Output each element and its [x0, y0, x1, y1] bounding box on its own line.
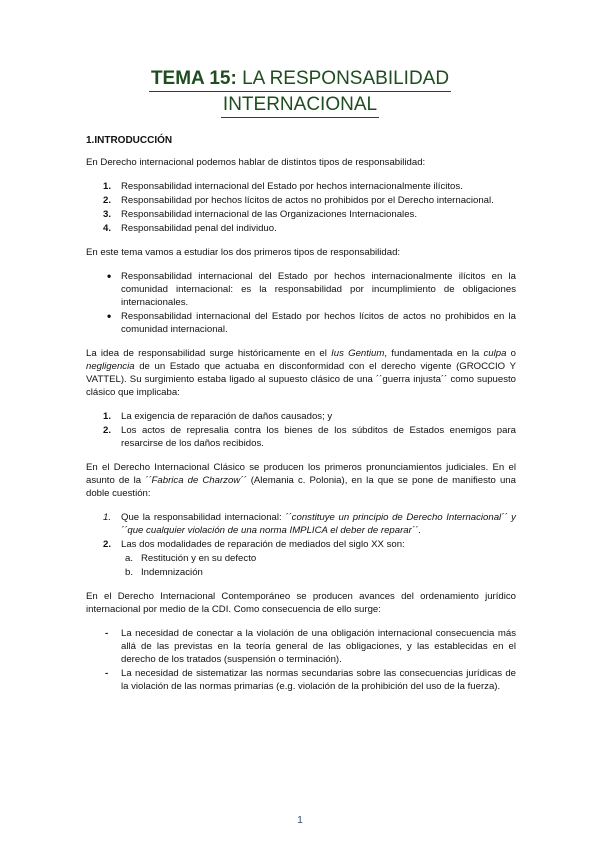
text-run: Las dos modalidades de reparación de mediados del siglo XX son:: [121, 539, 405, 550]
text-run: Que la responsabilidad internacional:: [121, 512, 286, 523]
list-marker: 3.: [103, 209, 112, 220]
responsibility-types-list: [86, 180, 516, 235]
bullet-list: [86, 270, 516, 336]
list-item-text: Responsabilidad por hechos lícitos de actos no prohibidos por el Derecho internacional.: [121, 195, 494, 206]
list-item: [86, 208, 516, 221]
page-title: [0, 66, 600, 118]
double-question-list: [86, 511, 516, 579]
title-rest: LA RESPONSABILIDAD: [242, 68, 450, 89]
list-item-text: Responsabilidad internacional del Estado por hechos lícitos de actos no prohibidos en la comunidad internacional.: [121, 311, 516, 335]
list-item-text: Responsabilidad internacional de las Organizaciones Internacionales.: [121, 209, 417, 220]
text-run: de un Estado que actuaba en disconformidad con el derecho vigente (GROCCIO Y VATTEL). Su surgimiento estaba ligado al supuesto clásico de una ´´guerra injusta´´ como supuesto clásico que implicaba:: [86, 361, 516, 398]
sub-list-item: [121, 566, 516, 579]
list-marker: 1.: [103, 181, 112, 192]
bullet-marker: •: [107, 269, 112, 283]
text-run: o: [506, 348, 516, 359]
list-item-text: Responsabilidad penal del individuo.: [121, 223, 277, 234]
list-item: [86, 222, 516, 235]
italic-run: ´´constituye un principio de Derecho Internacional´´ y ´´que cualquier violación de una norma IMPLICA el deber de reparar´´: [121, 512, 516, 536]
list-item: [86, 627, 516, 666]
list-marker: 2.: [103, 425, 112, 436]
list-item: [86, 310, 516, 336]
list-item: [86, 424, 516, 450]
dash-marker: -: [105, 668, 109, 679]
list-marker: 1.: [103, 411, 112, 422]
list-marker: 4.: [103, 223, 112, 234]
italic-run: culpa: [483, 348, 507, 359]
dash-marker: -: [105, 628, 109, 639]
list-item-text: La necesidad de sistematizar las normas secundarias sobre las consecuencias jurídicas de la violación de las normas primarias (e.g. violación de la prohibición del uso de la fuerza).: [121, 668, 516, 692]
italic-run: negligencia: [86, 361, 135, 372]
sub-list-marker: a.: [125, 553, 134, 564]
title-line-1: [149, 66, 451, 92]
sub-list-text: Indemnización: [141, 567, 203, 578]
list-item-text: La necesidad de conectar a la violación de una obligación internacional consecuencia más allá de las previstas en la teoría general de las obligaciones, y las establecidas en el derecho de los tratados (suspensión o terminación).: [121, 628, 516, 665]
list-item: [86, 538, 516, 579]
list-item: [86, 180, 516, 193]
sub-list-item: [121, 552, 516, 565]
sub-list-marker: b.: [125, 567, 134, 578]
section-heading: 1.INTRODUCCIÓN: [86, 135, 173, 146]
list-item-text: Los actos de represalia contra los bienes de los súbditos de Estados enemigos para resarcirse de los daños recibidos.: [121, 425, 516, 449]
list-marker: 2.: [103, 539, 112, 550]
italic-run: ´´Fabrica de Charzow´´: [145, 475, 247, 486]
text-run: (Alemania c. Polonia), en la que se pone de manifiesto una doble cuestión:: [86, 475, 516, 499]
intro2-paragraph: En este tema vamos a estudiar los dos primeros tipos de responsabilidad:: [86, 247, 401, 258]
list-item-text: Responsabilidad internacional del Estado por hechos internacionalmente ilícitos en la comunidad internacional: es la responsabilidad por incumplimiento de obligaciones internacionales.: [121, 271, 516, 308]
list-marker: 1.: [103, 512, 112, 523]
sub-list-text: Restitución y en su defecto: [141, 553, 257, 564]
list-item-text: La exigencia de reparación de daños causados; y: [121, 411, 333, 422]
intro-paragraph: En Derecho internacional podemos hablar de distintos tipos de responsabilidad:: [86, 157, 426, 168]
italic-run: Ius Gentium: [331, 348, 385, 359]
bullet-marker: •: [107, 309, 112, 323]
list-marker: 2.: [103, 195, 112, 206]
contemporary-law-paragraph: En el Derecho Internacional Contemporáneo se producen avances del ordenamiento jurídico internacional por medio de la CDI. Como consecuencia de ello surge:: [86, 591, 516, 615]
classic-law-paragraph: [86, 461, 516, 500]
list-item-text: [121, 511, 516, 537]
classic-consequences-list: [86, 410, 516, 450]
page-number: 1: [297, 815, 303, 826]
list-item: [86, 270, 516, 309]
list-item: [86, 667, 516, 693]
title-line-2: INTERNACIONAL: [221, 92, 379, 118]
document-body: [86, 134, 516, 704]
text-run: La idea de responsabilidad surge históricamente en el: [86, 348, 332, 359]
list-item: [86, 410, 516, 423]
list-item: [86, 194, 516, 207]
history-paragraph: [86, 347, 516, 399]
list-item-text: Responsabilidad internacional del Estado por hechos internacionalmente ilícitos.: [121, 181, 463, 192]
list-item-text: [121, 538, 516, 579]
list-item: [86, 511, 516, 537]
title-bold: TEMA 15:: [150, 68, 237, 89]
text-run: En el Derecho Internacional Clásico se producen los primeros pronunciamientos judiciales. En el asunto de la: [86, 462, 516, 486]
dash-list: [86, 627, 516, 693]
text-run: , fundamentada en la: [384, 348, 484, 359]
text-run: .: [418, 525, 421, 536]
